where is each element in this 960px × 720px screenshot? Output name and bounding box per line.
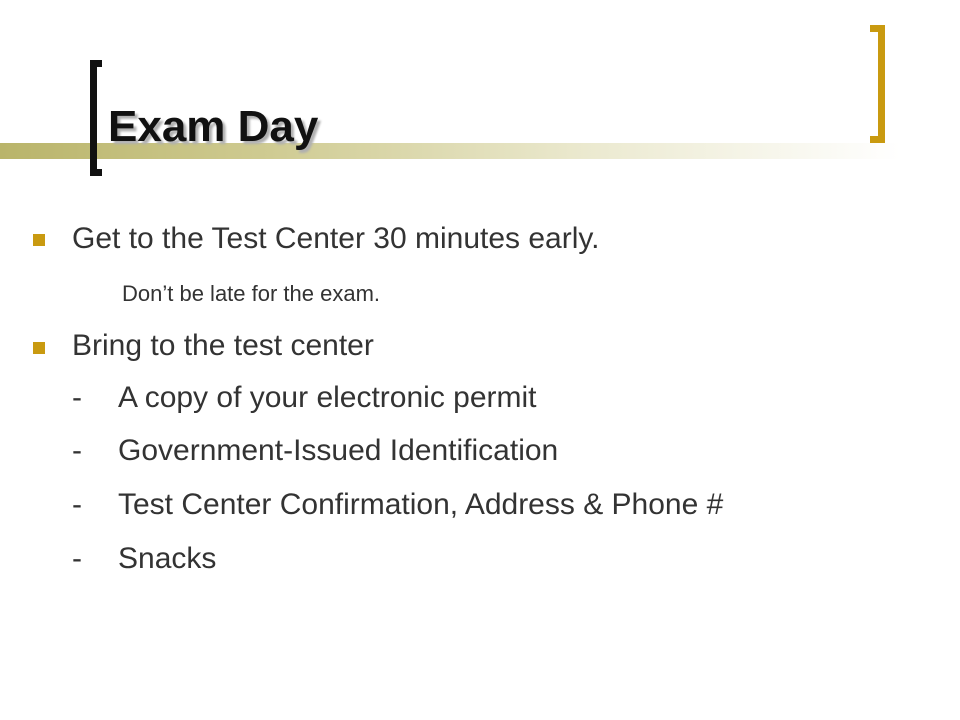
list-item-label: Government-Issued Identification: [118, 434, 559, 467]
list-item-label: Test Center Confirmation, Address & Phone #: [118, 488, 724, 521]
bullet-note-dont-be-late: Don’t be late for the exam.: [122, 281, 381, 306]
list-item: [72, 431, 558, 471]
list-item: [72, 378, 537, 418]
list-item: [72, 539, 216, 579]
dash-marker: -: [72, 434, 82, 467]
square-bullet-icon: [33, 342, 45, 354]
bullet-arrive-early: Get to the Test Center 30 minutes early.: [72, 222, 600, 255]
left-bracket-decoration: [90, 60, 102, 176]
list-item-label: A copy of your electronic permit: [118, 381, 537, 414]
dash-marker: -: [72, 542, 82, 575]
dash-marker: -: [72, 488, 82, 521]
dash-marker: -: [72, 381, 82, 414]
right-bracket-decoration: [870, 25, 885, 143]
list-item: [72, 485, 723, 525]
bullet-bring-items: Bring to the test center: [72, 329, 374, 362]
slide-title: Exam Day: [108, 102, 319, 151]
list-item-label: Snacks: [118, 542, 217, 575]
square-bullet-icon: [33, 234, 45, 246]
